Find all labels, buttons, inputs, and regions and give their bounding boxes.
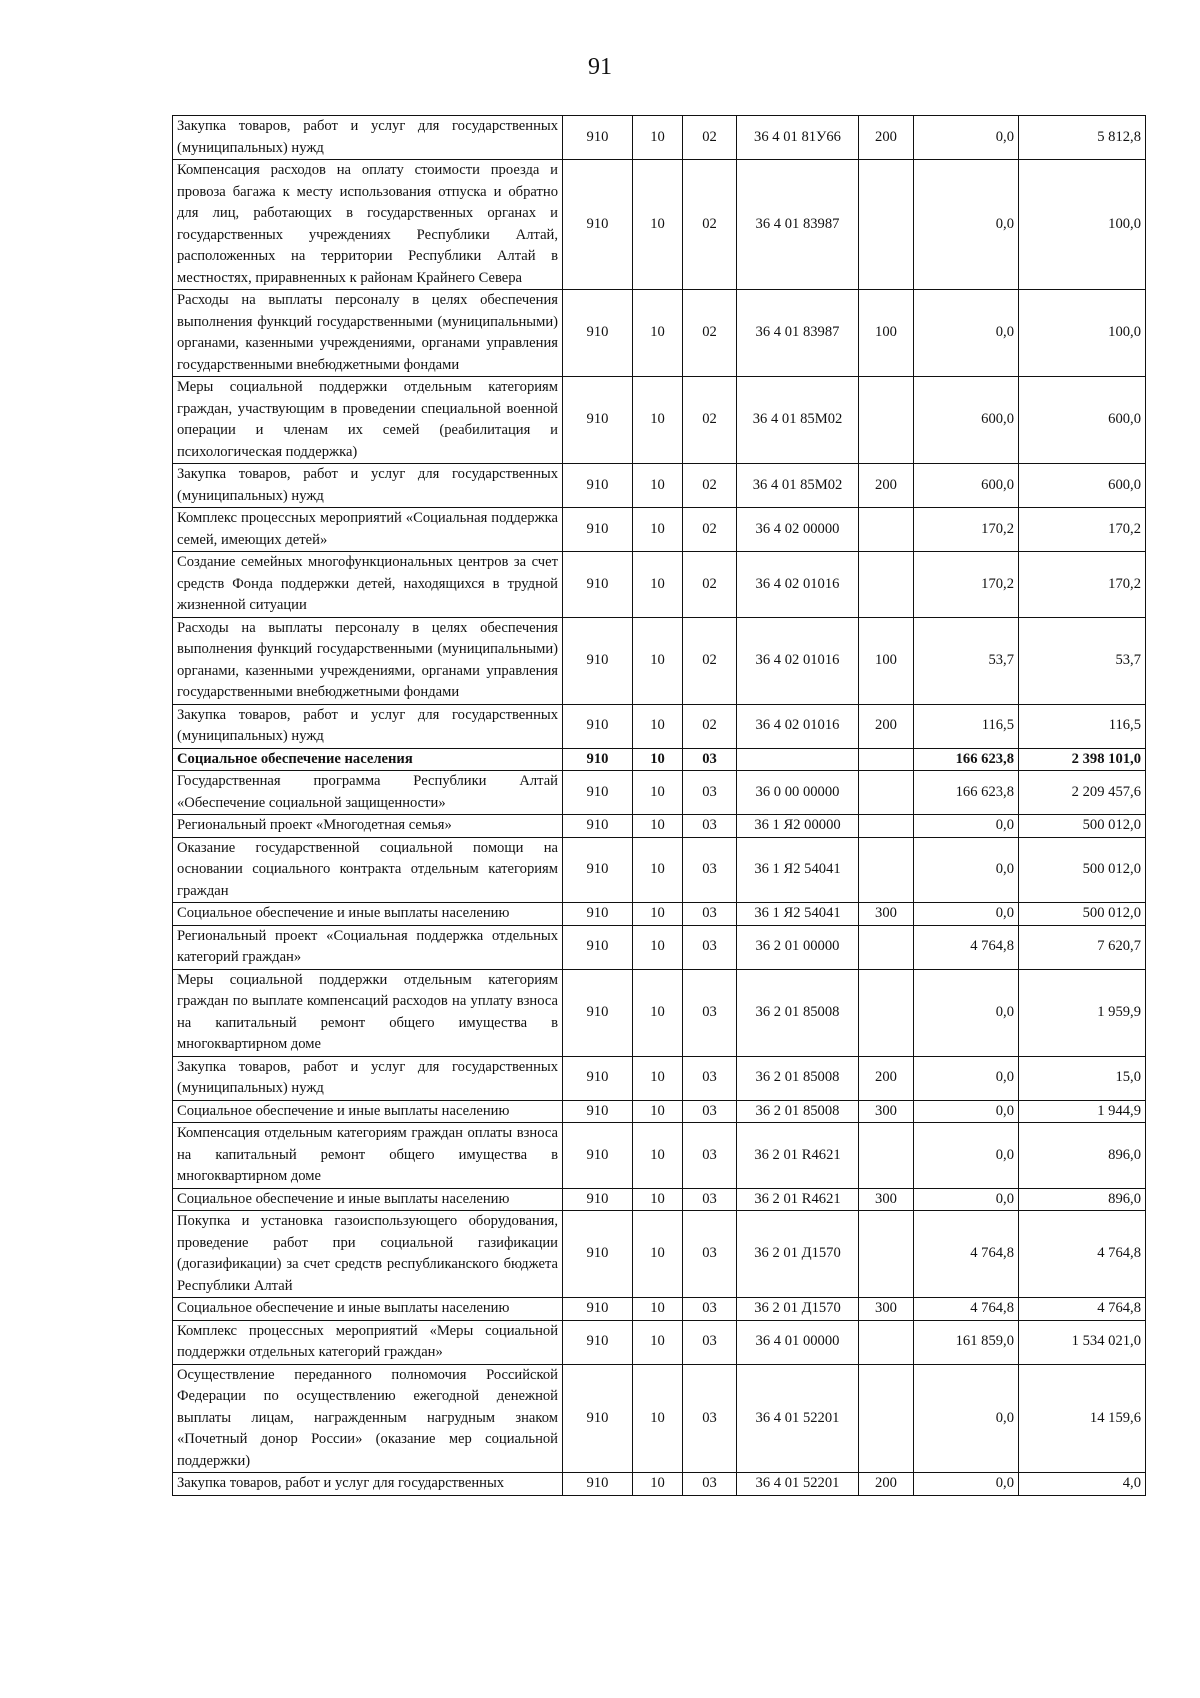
subsection-code-cell: 02 (683, 508, 737, 552)
expense-name-cell: Региональный проект «Многодетная семья» (173, 815, 563, 838)
table-row (173, 1473, 1146, 1496)
expense-type-cell (859, 969, 914, 1056)
amount-2-cell: 170,2 (1019, 552, 1146, 618)
amount-1-cell: 170,2 (914, 552, 1019, 618)
section-code-cell: 10 (633, 1123, 683, 1189)
target-article-cell: 36 4 02 00000 (737, 508, 859, 552)
subsection-code-cell: 03 (683, 1211, 737, 1298)
amount-1-cell: 0,0 (914, 290, 1019, 377)
table-row (173, 377, 1146, 464)
expense-type-cell: 300 (859, 1188, 914, 1211)
ministry-code-cell: 910 (563, 160, 633, 290)
expense-name-cell: Покупка и установка газоиспользующего оборудования, проведение работ при социальной газификации (догазификации) за счет средств республиканского бюджета Республики Алтай (173, 1211, 563, 1298)
target-article-cell: 36 4 01 85М02 (737, 464, 859, 508)
amount-1-cell: 166 623,8 (914, 748, 1019, 771)
table-row (173, 1123, 1146, 1189)
subsection-code-cell: 02 (683, 116, 737, 160)
expense-name-cell: Социальное обеспечение и иные выплаты населению (173, 1100, 563, 1123)
ministry-code-cell: 910 (563, 377, 633, 464)
subsection-code-cell: 03 (683, 815, 737, 838)
target-article-cell (737, 748, 859, 771)
target-article-cell: 36 2 01 R4621 (737, 1123, 859, 1189)
amount-2-cell: 1 944,9 (1019, 1100, 1146, 1123)
target-article-cell: 36 4 01 83987 (737, 160, 859, 290)
expense-type-cell: 300 (859, 1100, 914, 1123)
section-code-cell: 10 (633, 903, 683, 926)
target-article-cell: 36 4 02 01016 (737, 704, 859, 748)
expense-name-cell: Осуществление переданного полномочия Российской Федерации по осуществлению ежегодной денежной выплаты лицам, награжденным нагрудным знаком «Почетный донор России» (оказание мер социальной поддержки) (173, 1364, 563, 1473)
target-article-cell: 36 1 Я2 54041 (737, 903, 859, 926)
amount-1-cell: 53,7 (914, 617, 1019, 704)
amount-2-cell: 53,7 (1019, 617, 1146, 704)
ministry-code-cell: 910 (563, 116, 633, 160)
section-code-cell: 10 (633, 969, 683, 1056)
amount-2-cell: 116,5 (1019, 704, 1146, 748)
target-article-cell: 36 1 Я2 00000 (737, 815, 859, 838)
table-row (173, 160, 1146, 290)
amount-1-cell: 0,0 (914, 1100, 1019, 1123)
subsection-code-cell: 03 (683, 1298, 737, 1321)
amount-2-cell: 170,2 (1019, 508, 1146, 552)
amount-1-cell: 0,0 (914, 116, 1019, 160)
table-row (173, 508, 1146, 552)
amount-1-cell: 0,0 (914, 1123, 1019, 1189)
expense-type-cell (859, 1211, 914, 1298)
expense-type-cell: 200 (859, 116, 914, 160)
table-row (173, 704, 1146, 748)
section-code-cell: 10 (633, 116, 683, 160)
table-row (173, 771, 1146, 815)
amount-1-cell: 4 764,8 (914, 1211, 1019, 1298)
target-article-cell: 36 4 01 83987 (737, 290, 859, 377)
table-row (173, 1100, 1146, 1123)
subsection-code-cell: 03 (683, 837, 737, 903)
target-article-cell: 36 2 01 Д1570 (737, 1298, 859, 1321)
amount-2-cell: 500 012,0 (1019, 815, 1146, 838)
ministry-code-cell: 910 (563, 1320, 633, 1364)
ministry-code-cell: 910 (563, 552, 633, 618)
subsection-code-cell: 02 (683, 377, 737, 464)
target-article-cell: 36 4 01 81У66 (737, 116, 859, 160)
subsection-code-cell: 03 (683, 1100, 737, 1123)
ministry-code-cell: 910 (563, 1123, 633, 1189)
table-row (173, 837, 1146, 903)
section-code-cell: 10 (633, 290, 683, 377)
amount-1-cell: 4 764,8 (914, 925, 1019, 969)
expense-name-cell: Комплекс процессных мероприятий «Меры социальной поддержки отдельных категорий граждан» (173, 1320, 563, 1364)
expense-name-cell: Оказание государственной социальной помощи на основании социального контракта отдельным категориям граждан (173, 837, 563, 903)
target-article-cell: 36 1 Я2 54041 (737, 837, 859, 903)
table-row (173, 815, 1146, 838)
expense-name-cell: Компенсация расходов на оплату стоимости проезда и провоза багажа к месту использования отпуска и обратно для лиц, работающих в государственных органах и государственных учреждениях Республики Алтай, расположенных на территории Республики Алтай в местностях, приравненных к районам Крайнего Севера (173, 160, 563, 290)
subsection-code-cell: 02 (683, 160, 737, 290)
target-article-cell: 36 2 01 Д1570 (737, 1211, 859, 1298)
expense-name-cell: Закупка товаров, работ и услуг для государственных (муниципальных) нужд (173, 464, 563, 508)
section-code-cell: 10 (633, 617, 683, 704)
section-code-cell: 10 (633, 1056, 683, 1100)
subsection-code-cell: 03 (683, 748, 737, 771)
subsection-code-cell: 03 (683, 1320, 737, 1364)
amount-2-cell: 5 812,8 (1019, 116, 1146, 160)
target-article-cell: 36 4 01 00000 (737, 1320, 859, 1364)
expense-type-cell (859, 160, 914, 290)
expense-name-cell: Создание семейных многофункциональных центров за счет средств Фонда поддержки детей, находящихся в трудной жизненной ситуации (173, 552, 563, 618)
target-article-cell: 36 4 01 52201 (737, 1364, 859, 1473)
amount-2-cell: 2 209 457,6 (1019, 771, 1146, 815)
table-row (173, 748, 1146, 771)
section-code-cell: 10 (633, 704, 683, 748)
expense-type-cell (859, 1123, 914, 1189)
amount-2-cell: 100,0 (1019, 160, 1146, 290)
target-article-cell: 36 4 02 01016 (737, 552, 859, 618)
expense-name-cell: Компенсация отдельным категориям граждан оплаты взноса на капитальный ремонт общего имущества в многоквартирном доме (173, 1123, 563, 1189)
amount-1-cell: 0,0 (914, 1188, 1019, 1211)
section-code-cell: 10 (633, 1473, 683, 1496)
subsection-code-cell: 02 (683, 552, 737, 618)
target-article-cell: 36 0 00 00000 (737, 771, 859, 815)
ministry-code-cell: 910 (563, 508, 633, 552)
table-row (173, 552, 1146, 618)
amount-2-cell: 500 012,0 (1019, 903, 1146, 926)
expense-name-cell: Расходы на выплаты персоналу в целях обеспечения выполнения функций государственными (муниципальными) органами, казенными учреждениями, органами управления государственными внебюджетными фондами (173, 290, 563, 377)
expense-type-cell: 300 (859, 903, 914, 926)
expense-name-cell: Меры социальной поддержки отдельным категориям граждан по выплате компенсаций расходов на уплату взноса на капитальный ремонт общего имущества в многоквартирном доме (173, 969, 563, 1056)
subsection-code-cell: 02 (683, 617, 737, 704)
section-code-cell: 10 (633, 464, 683, 508)
amount-1-cell: 600,0 (914, 377, 1019, 464)
expense-name-cell: Социальное обеспечение и иные выплаты населению (173, 1298, 563, 1321)
amount-2-cell: 600,0 (1019, 464, 1146, 508)
amount-2-cell: 500 012,0 (1019, 837, 1146, 903)
subsection-code-cell: 03 (683, 1056, 737, 1100)
ministry-code-cell: 910 (563, 903, 633, 926)
table-row (173, 1211, 1146, 1298)
expense-name-cell: Меры социальной поддержки отдельным категориям граждан, участвующим в проведении специальной военной операции и членам их семей (реабилитация и психологическая поддержка) (173, 377, 563, 464)
amount-2-cell: 896,0 (1019, 1123, 1146, 1189)
ministry-code-cell: 910 (563, 1188, 633, 1211)
table-row (173, 1188, 1146, 1211)
target-article-cell: 36 4 02 01016 (737, 617, 859, 704)
amount-1-cell: 0,0 (914, 815, 1019, 838)
section-code-cell: 10 (633, 1320, 683, 1364)
target-article-cell: 36 2 01 85008 (737, 1100, 859, 1123)
expense-type-cell (859, 837, 914, 903)
expense-name-cell: Закупка товаров, работ и услуг для государственных (муниципальных) нужд (173, 704, 563, 748)
subsection-code-cell: 03 (683, 969, 737, 1056)
expense-name-cell: Государственная программа Республики Алтай «Обеспечение социальной защищенности» (173, 771, 563, 815)
expense-name-cell: Закупка товаров, работ и услуг для государственных (муниципальных) нужд (173, 1056, 563, 1100)
budget-table (172, 115, 1146, 1496)
ministry-code-cell: 910 (563, 617, 633, 704)
section-code-cell: 10 (633, 508, 683, 552)
ministry-code-cell: 910 (563, 290, 633, 377)
expense-type-cell (859, 552, 914, 618)
ministry-code-cell: 910 (563, 1056, 633, 1100)
subsection-code-cell: 03 (683, 903, 737, 926)
expense-type-cell (859, 377, 914, 464)
subsection-code-cell: 03 (683, 771, 737, 815)
table-row (173, 925, 1146, 969)
table-row (173, 1364, 1146, 1473)
subsection-code-cell: 03 (683, 925, 737, 969)
expense-type-cell: 100 (859, 617, 914, 704)
ministry-code-cell: 910 (563, 1211, 633, 1298)
table-row (173, 617, 1146, 704)
amount-2-cell: 1 534 021,0 (1019, 1320, 1146, 1364)
expense-type-cell: 200 (859, 1473, 914, 1496)
section-code-cell: 10 (633, 1364, 683, 1473)
amount-1-cell: 166 623,8 (914, 771, 1019, 815)
amount-2-cell: 600,0 (1019, 377, 1146, 464)
ministry-code-cell: 910 (563, 1298, 633, 1321)
amount-2-cell: 2 398 101,0 (1019, 748, 1146, 771)
expense-type-cell: 200 (859, 1056, 914, 1100)
subsection-code-cell: 03 (683, 1473, 737, 1496)
amount-2-cell: 15,0 (1019, 1056, 1146, 1100)
expense-name-cell: Социальное обеспечение и иные выплаты населению (173, 903, 563, 926)
ministry-code-cell: 910 (563, 748, 633, 771)
ministry-code-cell: 910 (563, 925, 633, 969)
amount-2-cell: 100,0 (1019, 290, 1146, 377)
table-row (173, 464, 1146, 508)
expense-type-cell (859, 925, 914, 969)
amount-2-cell: 4 764,8 (1019, 1298, 1146, 1321)
ministry-code-cell: 910 (563, 837, 633, 903)
amount-1-cell: 600,0 (914, 464, 1019, 508)
expense-name-cell: Региональный проект «Социальная поддержка отдельных категорий граждан» (173, 925, 563, 969)
page-number: 91 (588, 54, 612, 80)
ministry-code-cell: 910 (563, 1100, 633, 1123)
expense-name-cell: Социальное обеспечение населения (173, 748, 563, 771)
expense-type-cell: 100 (859, 290, 914, 377)
expense-type-cell (859, 748, 914, 771)
subsection-code-cell: 02 (683, 704, 737, 748)
amount-2-cell: 1 959,9 (1019, 969, 1146, 1056)
amount-1-cell: 0,0 (914, 1473, 1019, 1496)
ministry-code-cell: 910 (563, 704, 633, 748)
amount-2-cell: 4 764,8 (1019, 1211, 1146, 1298)
subsection-code-cell: 03 (683, 1188, 737, 1211)
target-article-cell: 36 4 01 52201 (737, 1473, 859, 1496)
expense-type-cell (859, 1364, 914, 1473)
table-row (173, 1320, 1146, 1364)
amount-1-cell: 0,0 (914, 903, 1019, 926)
amount-1-cell: 0,0 (914, 1056, 1019, 1100)
amount-1-cell: 0,0 (914, 837, 1019, 903)
ministry-code-cell: 910 (563, 815, 633, 838)
amount-1-cell: 0,0 (914, 969, 1019, 1056)
section-code-cell: 10 (633, 1100, 683, 1123)
table-row (173, 290, 1146, 377)
target-article-cell: 36 2 01 85008 (737, 969, 859, 1056)
amount-2-cell: 14 159,6 (1019, 1364, 1146, 1473)
table-row (173, 903, 1146, 926)
subsection-code-cell: 03 (683, 1123, 737, 1189)
ministry-code-cell: 910 (563, 1473, 633, 1496)
amount-1-cell: 170,2 (914, 508, 1019, 552)
section-code-cell: 10 (633, 377, 683, 464)
section-code-cell: 10 (633, 1298, 683, 1321)
expense-type-cell (859, 815, 914, 838)
amount-1-cell: 116,5 (914, 704, 1019, 748)
section-code-cell: 10 (633, 925, 683, 969)
target-article-cell: 36 4 01 85М02 (737, 377, 859, 464)
table-row (173, 1056, 1146, 1100)
table-row (173, 1298, 1146, 1321)
ministry-code-cell: 910 (563, 771, 633, 815)
amount-1-cell: 0,0 (914, 1364, 1019, 1473)
expense-type-cell: 200 (859, 464, 914, 508)
ministry-code-cell: 910 (563, 969, 633, 1056)
section-code-cell: 10 (633, 1211, 683, 1298)
section-code-cell: 10 (633, 552, 683, 618)
expense-type-cell: 200 (859, 704, 914, 748)
expense-type-cell (859, 1320, 914, 1364)
table-row (173, 969, 1146, 1056)
subsection-code-cell: 02 (683, 290, 737, 377)
section-code-cell: 10 (633, 837, 683, 903)
subsection-code-cell: 03 (683, 1364, 737, 1473)
amount-1-cell: 161 859,0 (914, 1320, 1019, 1364)
section-code-cell: 10 (633, 771, 683, 815)
expense-type-cell: 300 (859, 1298, 914, 1321)
expense-name-cell: Расходы на выплаты персоналу в целях обеспечения выполнения функций государственными (муниципальными) органами, казенными учреждениями, органами управления государственными внебюджетными фондами (173, 617, 563, 704)
section-code-cell: 10 (633, 160, 683, 290)
amount-1-cell: 4 764,8 (914, 1298, 1019, 1321)
target-article-cell: 36 2 01 85008 (737, 1056, 859, 1100)
amount-2-cell: 4,0 (1019, 1473, 1146, 1496)
amount-1-cell: 0,0 (914, 160, 1019, 290)
ministry-code-cell: 910 (563, 464, 633, 508)
expense-type-cell (859, 508, 914, 552)
expense-name-cell: Закупка товаров, работ и услуг для государственных (муниципальных) нужд (173, 116, 563, 160)
expense-name-cell: Закупка товаров, работ и услуг для государственных (173, 1473, 563, 1496)
subsection-code-cell: 02 (683, 464, 737, 508)
amount-2-cell: 7 620,7 (1019, 925, 1146, 969)
section-code-cell: 10 (633, 748, 683, 771)
table-row (173, 116, 1146, 160)
section-code-cell: 10 (633, 1188, 683, 1211)
ministry-code-cell: 910 (563, 1364, 633, 1473)
section-code-cell: 10 (633, 815, 683, 838)
target-article-cell: 36 2 01 R4621 (737, 1188, 859, 1211)
amount-2-cell: 896,0 (1019, 1188, 1146, 1211)
expense-type-cell (859, 771, 914, 815)
target-article-cell: 36 2 01 00000 (737, 925, 859, 969)
expense-name-cell: Социальное обеспечение и иные выплаты населению (173, 1188, 563, 1211)
expense-name-cell: Комплекс процессных мероприятий «Социальная поддержка семей, имеющих детей» (173, 508, 563, 552)
